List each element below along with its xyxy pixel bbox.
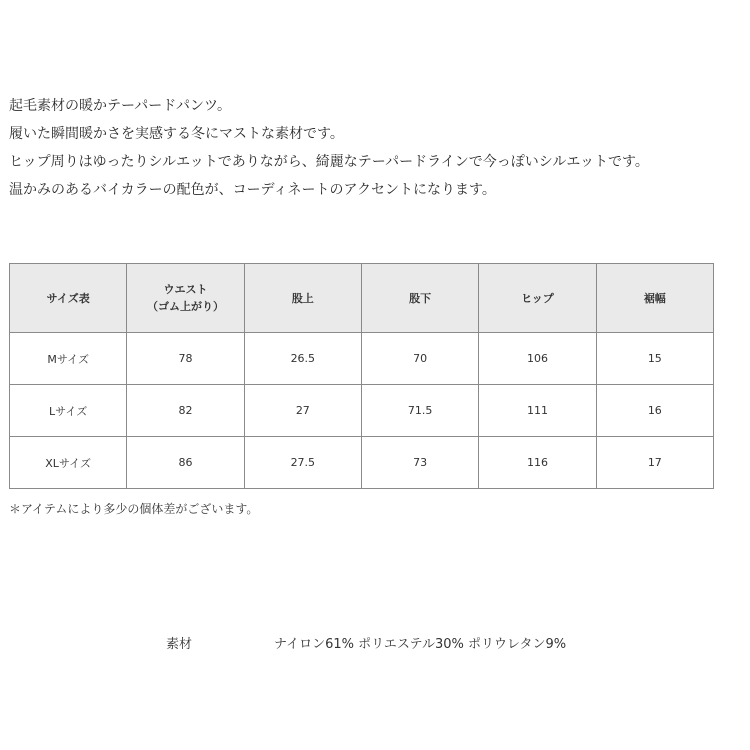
material-label: 素材 [166, 637, 193, 652]
cell-hip: 111 [479, 385, 596, 437]
cell-inseam: 70 [361, 333, 478, 385]
table-row [10, 385, 714, 437]
header-size: サイズ表 [10, 264, 127, 333]
header-waist-note: （ゴム上がり） [146, 300, 224, 313]
header-waist [127, 264, 244, 333]
cell-rise: 27.5 [244, 437, 361, 489]
cell-size: Lサイズ [10, 385, 127, 437]
cell-inseam: 71.5 [361, 385, 478, 437]
cell-inseam: 73 [361, 437, 478, 489]
cell-size: Mサイズ [10, 333, 127, 385]
description-line-1: 起毛素材の暖かテーパードパンツ。 [9, 98, 232, 114]
individual-difference-note: ＊アイテムにより多少の個体差がございます。 [9, 502, 259, 516]
size-table-header-row [10, 264, 714, 333]
header-hip: ヒップ [479, 264, 596, 333]
description-line-3: ヒップ周りはゆったりシルエットでありながら、綺麗なテーパードラインで今っぽいシルエットです。 [9, 154, 649, 170]
cell-waist: 82 [127, 385, 244, 437]
cell-rise: 27 [244, 385, 361, 437]
header-hem: 裾幅 [596, 264, 713, 333]
table-row [10, 333, 714, 385]
size-table [9, 263, 714, 489]
table-row [10, 437, 714, 489]
product-description [9, 92, 744, 204]
cell-hem: 17 [596, 437, 713, 489]
cell-size: XLサイズ [10, 437, 127, 489]
header-rise: 股上 [244, 264, 361, 333]
description-line-4: 温かみのあるバイカラーの配色が、コーディネートのアクセントになります。 [9, 182, 496, 198]
cell-waist: 78 [127, 333, 244, 385]
cell-hip: 116 [479, 437, 596, 489]
cell-hem: 16 [596, 385, 713, 437]
cell-waist: 86 [127, 437, 244, 489]
material-value: ナイロン61% ポリエステル30% ポリウレタン9% [274, 637, 567, 652]
header-inseam: 股下 [361, 264, 478, 333]
cell-hem: 15 [596, 333, 713, 385]
description-line-2: 履いた瞬間暖かさを実感する冬にマストな素材です。 [9, 126, 344, 142]
cell-hip: 106 [479, 333, 596, 385]
cell-rise: 26.5 [244, 333, 361, 385]
header-waist-label: ウエスト [163, 283, 208, 296]
